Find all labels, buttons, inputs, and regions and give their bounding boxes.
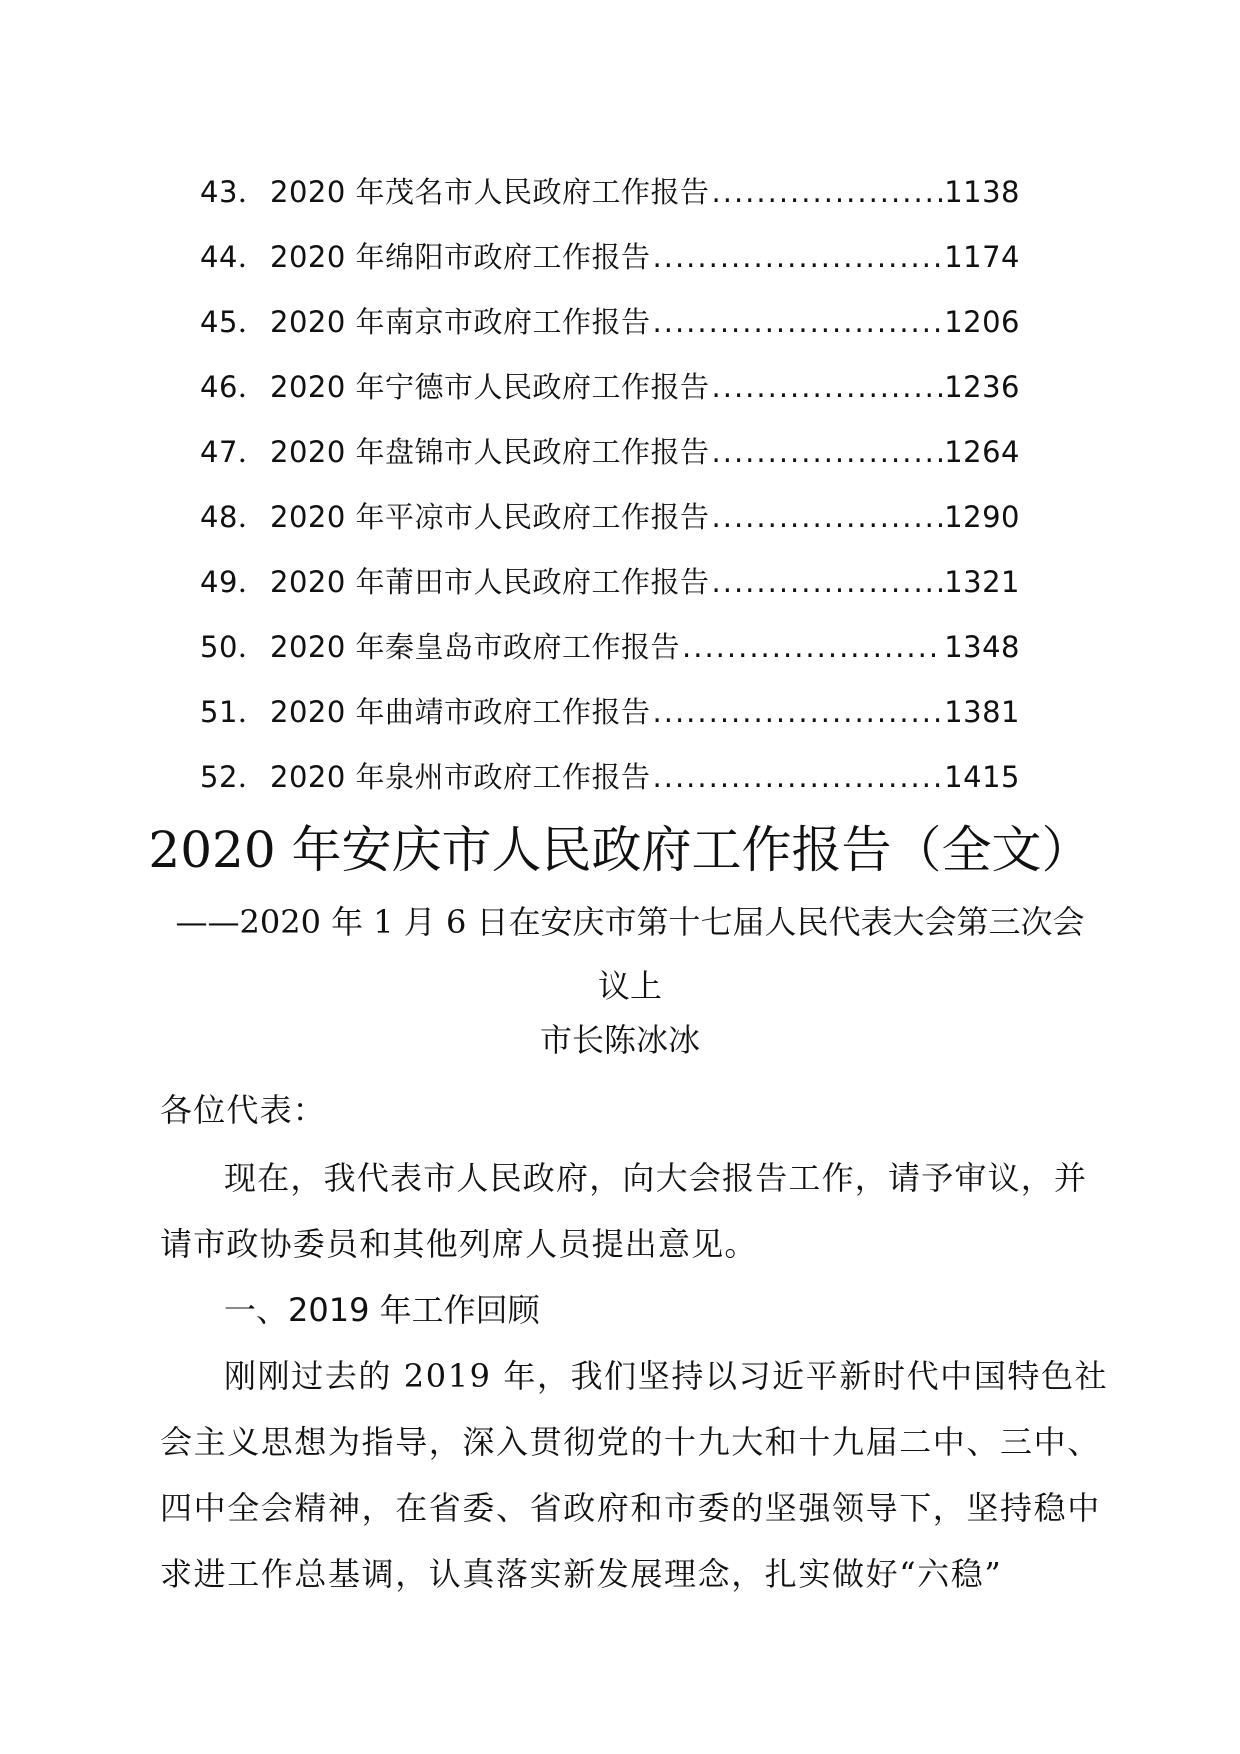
toc-leader-dots [712,500,943,534]
toc-title: 2020 年莆田市人民政府工作报告 [270,565,710,599]
section-heading: 一、2019 年工作回顾 [224,1291,540,1329]
toc-page-number: 1138 [944,175,1020,209]
salutation: 各位代表： [160,1091,327,1129]
toc-number: 43． [200,175,268,209]
toc-leader-dots [712,435,943,469]
toc-number: 44． [200,240,268,274]
toc-entry[interactable] [200,495,1020,560]
toc-leader-dots [653,240,943,274]
toc-leader-dots [653,760,943,794]
body-paragraph: 刚刚过去的 2019 年，我们坚持以习近平新时代中国特色社会主义思想为指导，深入贯彻党的十九大和十九届二中、三中、四中全会精神，在省委、省政府和市委的坚强领导下，坚持稳中求进工作总基调，认真落实新发展理念，扎实做好“六稳” [160,1357,1109,1593]
toc-leader-dots [712,565,943,599]
toc-number: 49． [200,565,268,599]
intro-paragraph: 现在，我代表市人民政府，向大会报告工作，请予审议，并请市政协委员和其他列席人员提出意见。 [160,1159,1088,1263]
toc-title: 2020 年泉州市政府工作报告 [270,760,651,794]
document-subtitle: ——2020 年 1 月 6 日在安庆市第十七届人民代表大会第三次会议上 [175,903,1085,1005]
toc-title: 2020 年绵阳市政府工作报告 [270,240,651,274]
toc-number: 48． [200,500,268,534]
toc-leader-dots [682,630,942,664]
toc-entry[interactable] [200,235,1020,300]
toc-page-number: 1174 [944,240,1020,274]
toc-page-number: 1264 [944,435,1020,469]
toc-number: 52． [200,760,268,794]
toc-page-number: 1321 [944,565,1020,599]
toc-number: 45． [200,305,268,339]
toc-number: 50． [200,630,268,664]
toc-number: 46． [200,370,268,404]
toc-title: 2020 年平凉市人民政府工作报告 [270,500,710,534]
toc-entry[interactable] [200,755,1020,820]
toc-entry[interactable] [200,625,1020,690]
toc-leader-dots [712,370,943,404]
toc-leader-dots [653,695,943,729]
toc-page-number: 1236 [944,370,1020,404]
toc-title: 2020 年盘锦市人民政府工作报告 [270,435,710,469]
toc-page-number: 1348 [944,630,1020,664]
toc-number: 51． [200,695,268,729]
toc-title: 2020 年曲靖市政府工作报告 [270,695,651,729]
document-author: 市长陈冰冰 [539,1021,700,1059]
toc-leader-dots [712,175,943,209]
toc-leader-dots [653,305,943,339]
toc-title: 2020 年秦皇岛市政府工作报告 [270,630,681,664]
document-title: 2020 年安庆市人民政府工作报告（全文） [148,821,1092,879]
toc-entry[interactable] [200,300,1020,365]
toc-page-number: 1206 [944,305,1020,339]
toc-title: 2020 年南京市政府工作报告 [270,305,651,339]
toc-page-number: 1415 [944,760,1020,794]
toc-title: 2020 年宁德市人民政府工作报告 [270,370,710,404]
toc-number: 47． [200,435,268,469]
toc-entry[interactable] [200,560,1020,625]
toc-entry[interactable] [200,690,1020,755]
toc-page-number: 1290 [944,500,1020,534]
toc-page-number: 1381 [944,695,1020,729]
toc-title: 2020 年茂名市人民政府工作报告 [270,175,710,209]
toc-entry[interactable] [200,170,1020,235]
table-of-contents [200,170,1020,820]
toc-entry[interactable] [200,365,1020,430]
toc-entry[interactable] [200,430,1020,495]
